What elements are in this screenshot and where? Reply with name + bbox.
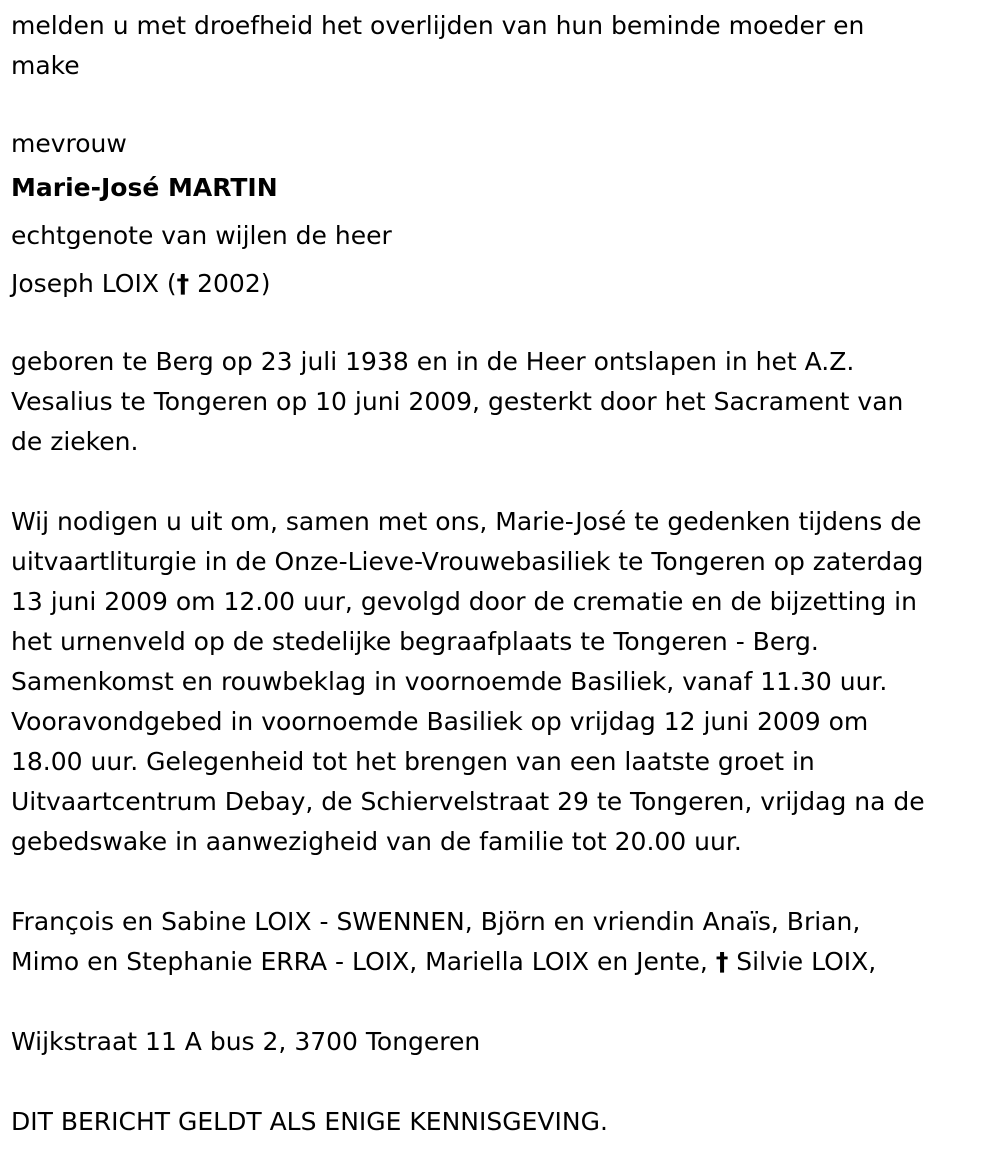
intro-line: make xyxy=(11,51,80,80)
family-line xyxy=(11,942,989,982)
paragraph-line: 13 juni 2009 om 12.00 uur, gevolgd door de crematie en de bijzetting in xyxy=(11,587,917,616)
intro-line: melden u met droefheid het overlijden van hun beminde moeder en xyxy=(11,11,865,40)
salutation: mevrouw xyxy=(11,129,127,158)
paragraph-line: Uitvaartcentrum Debay, de Schiervelstraat 29 te Tongeren, vrijdag na de xyxy=(11,787,925,816)
paragraph-line: Vesalius te Tongeren op 10 juni 2009, gesterkt door het Sacrament van xyxy=(11,387,904,416)
family-names: Silvie LOIX, xyxy=(728,947,877,976)
spouse-line xyxy=(11,260,989,308)
address-line: Wijkstraat 11 A bus 2, 3700 Tongeren xyxy=(11,1027,481,1056)
spouse-name: Joseph LOIX ( xyxy=(11,269,177,298)
family-line: François en Sabine LOIX - SWENNEN, Björn en vriendin Anaïs, Brian, xyxy=(11,907,861,936)
spacer xyxy=(11,982,989,1022)
address-block xyxy=(11,1022,989,1062)
cross-icon: † xyxy=(715,947,729,976)
family-paragraph xyxy=(11,902,989,982)
spacer xyxy=(11,86,989,124)
intro-paragraph xyxy=(11,0,989,86)
ceremony-paragraph xyxy=(11,502,989,862)
notice-line: DIT BERICHT GELDT ALS ENIGE KENNISGEVING. xyxy=(11,1107,608,1136)
relation-line: echtgenote van wijlen de heer xyxy=(11,221,392,250)
deceased-name: Marie-José MARTIN xyxy=(11,173,278,202)
spouse-year: 2002) xyxy=(189,269,271,298)
paragraph-line: gebedswake in aanwezigheid van de familie tot 20.00 uur. xyxy=(11,827,742,856)
spacer xyxy=(11,308,989,342)
paragraph-line: Vooravondgebed in voornoemde Basiliek op vrijdag 12 juni 2009 om xyxy=(11,707,869,736)
birth-death-paragraph xyxy=(11,342,989,462)
paragraph-line: Wij nodigen u uit om, samen met ons, Marie-José te gedenken tijdens de xyxy=(11,507,922,536)
paragraph-line: Samenkomst en rouwbeklag in voornoemde Basiliek, vanaf 11.30 uur. xyxy=(11,667,888,696)
paragraph-line: 18.00 uur. Gelegenheid tot het brengen van een laatste groet in xyxy=(11,747,815,776)
deceased-block xyxy=(11,124,989,308)
paragraph-line: uitvaartliturgie in de Onze-Lieve-Vrouwebasiliek te Tongeren op zaterdag xyxy=(11,547,924,576)
family-names: Mimo en Stephanie ERRA - LOIX, Mariella LOIX en Jente, xyxy=(11,947,716,976)
spacer xyxy=(11,862,989,902)
paragraph-line: het urnenveld op de stedelijke begraafplaats te Tongeren - Berg. xyxy=(11,627,819,656)
notice-block xyxy=(11,1102,989,1142)
spacer xyxy=(11,462,989,502)
paragraph-line: de zieken. xyxy=(11,427,139,456)
spacer xyxy=(11,1062,989,1102)
paragraph-line: geboren te Berg op 23 juli 1938 en in de Heer ontslapen in het A.Z. xyxy=(11,347,855,376)
cross-icon: † xyxy=(176,269,190,298)
